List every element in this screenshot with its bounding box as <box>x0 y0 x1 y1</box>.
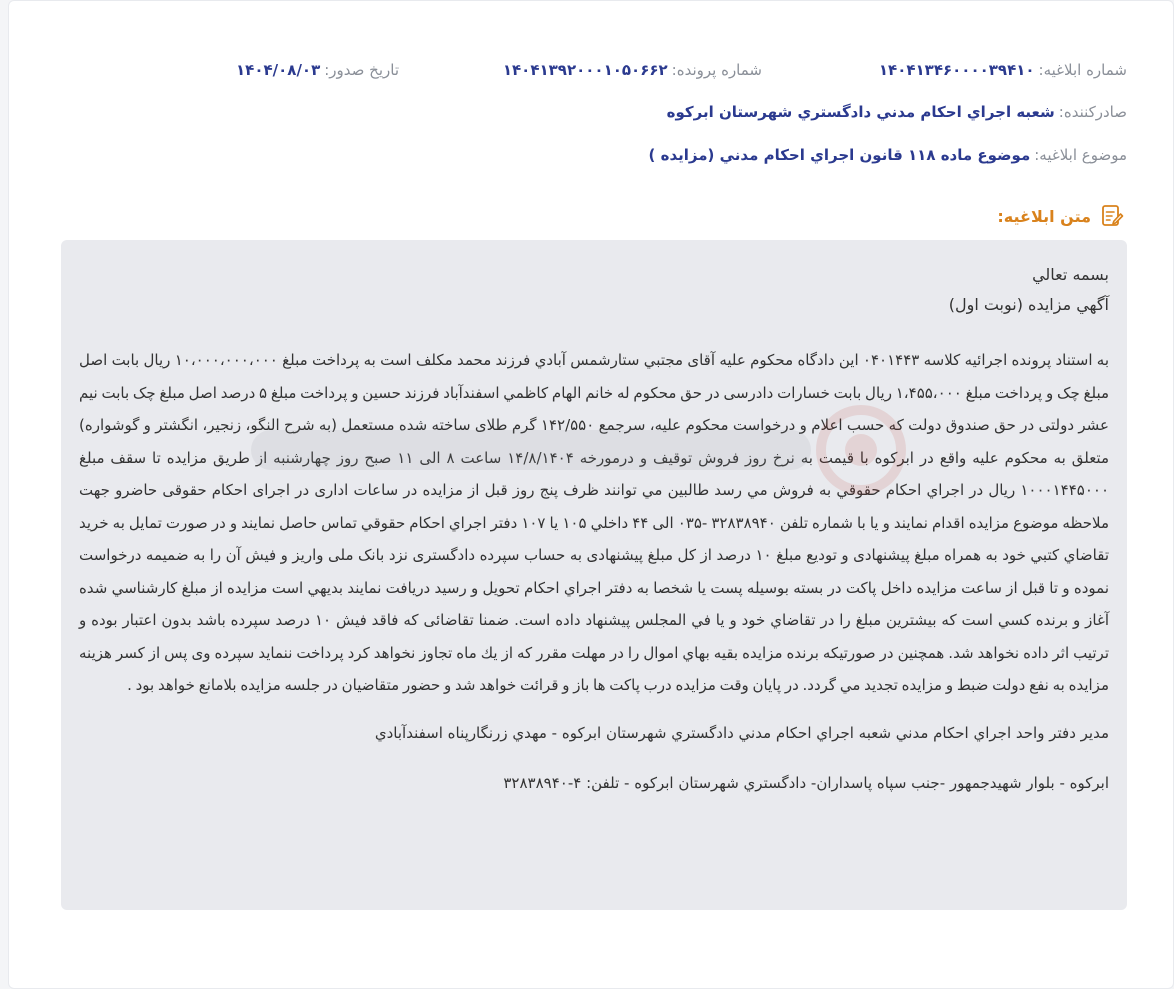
case-number-value: ۱۴۰۴۱۳۹۲۰۰۰۱۰۵۰۶۶۲ <box>502 61 668 79</box>
meta-row-issuer <box>69 98 1127 126</box>
case-number-label: شماره پرونده: <box>671 61 762 79</box>
notice-body: به استناد پرونده اجرائيه کلاسه ۰۴۰۱۴۴۳ اين دادگاه محکوم عليه آقای مجتبي ستارشمس آبادي فرزند محمد مکلف است به پرداخت مبلغ ۱۰،۰۰۰،۰۰۰،۰۰۰ ريال بابت اصل مبلغ چک و پرداخت مبلغ ۱،۴۵۵،۰۰۰ ريال بابت خسارات دادرسی در حق محکوم له خانم الهام کاظمي اسفندآباد فرزند حسين و پرداخت مبلغ ۵ درصد اصل مبلغ چک بابت نیم عشر دولتی در حق صندوق دولت که حسب اعلام و درخواست محکوم عليه، سرجمع ۱۴۲/۵۵۰ گرم طلای ساخته شده مستعمل (به شرح النگو، زنجير، انگشتر و گوشواره) متعلق به محکوم عليه واقع در ابرکوه با قيمت به نرخ روز فروش توقيف و درمورخه ۱۴/۸/۱۴۰۴ ساعت ۸ الی ۱۱ صبح روز چهارشنبه از طريق مزايده تا سقف مبلغ ۱۰۰۰۱۴۴۵۰۰۰ ريال در اجراي احکام حقوقي به فروش مي رسد طالبين مي توانند ظرف پنج روز قبل از مزايده در ساعات اداری در اجرای احکام حقوقی حاضرو جهت ملاحظه موضوع مزايده اقدام نمايند و يا با شماره تلفن ۳۲۸۳۸۹۴۰ -۰۳۵ الی ۴۴ داخلي ۱۰۵ يا ۱۰۷ دفتر اجراي احکام حقوقي تماس حاصل نمايند و در صورت تمايل به خريد تقاضاي کتبي خود به همراه مبلغ پيشنهادی و توديع مبلغ ۱۰ درصد از کل مبلغ پيشنهادی به حساب سپرده دادگستری نزد بانک ملی واريز و فيش آن را به ضميمه درخواست نموده و تا قبل از ساعت مزايده داخل پاکت در بسته بوسيله پست يا شخصا به دفتر اجراي احکام تحويل و رسيد دريافت نمايند بديهي است مزايده از مبلغ کارشناسي شده آغاز و برنده کسي است که بيشترين مبلغ را در تقاضاي خود و يا في المجلس پيشنهاد داده است. ضمنا تقاضائی که فاقد فيش ۱۰ درصد سپرده باشد بدون اعتبار بوده و ترتيب اثر داده نخواهد شد. همچنين در صورتيکه برنده مزايده بقيه بهاي اموال را در مهلت مقرر که از يك ماه تجاوز نخواهد کرد پرداخت ننمايد سپرده وی پس از کسر هزينه مزايده به نفع دولت ضبط و مزايده تجديد مي گردد. در پايان وقت مزايده درب پاکت ها باز و قرائت خواهد شد و حضور متقاضيان در جلسه مزايده بلامانع خواهد بود . <box>79 351 1110 694</box>
case-number <box>503 56 762 84</box>
notice-number-label: شماره ابلاغيه: <box>1038 61 1127 79</box>
notice-text-header <box>997 201 1125 231</box>
notice-number-value: ۱۴۰۴۱۳۴۶۰۰۰۰۳۹۴۱۰ <box>878 61 1035 79</box>
meta-row-subject <box>69 141 1127 169</box>
issue-date <box>236 56 399 84</box>
subject-label: موضوع ابلاغيه: <box>1034 146 1127 164</box>
subject-value: موضوع ماده ۱۱۸ قانون اجراي احکام مدني (مزايده ) <box>648 146 1031 164</box>
meta-row-ids <box>69 56 1127 84</box>
notice-heading-bismillah: بسمه تعالي <box>1032 265 1109 284</box>
document-pen-icon <box>1099 203 1125 229</box>
notice-text-title: متن ابلاغيه: <box>997 206 1091 226</box>
notice-signature: مدير دفتر واحد اجراي احکام مدني شعبه اجراي احکام مدني دادگستري شهرستان ابرکوه - مهدي زرنگارپناه اسفندآبادي <box>374 723 1109 742</box>
issue-date-label: تاريخ صدور: <box>324 61 399 79</box>
notice-heading-title: آگهي مزايده (نوبت اول) <box>948 295 1109 314</box>
issuer-value: شعبه اجراي احکام مدني دادگستري شهرستان ابرکوه <box>666 103 1055 121</box>
issuer-label: صادرکننده: <box>1058 103 1127 121</box>
issue-date-value: ۱۴۰۴/۰۸/۰۳ <box>236 61 321 79</box>
notice-card <box>8 0 1174 989</box>
notice-text-box <box>61 240 1127 910</box>
issuer <box>667 98 1127 126</box>
notice-address: ابرکوه - بلوار شهيدجمهور -جنب سپاه پاسداران- دادگستري شهرستان ابرکوه - تلفن: ۴-۳۲۸۳۸۹۴۰ <box>503 773 1109 792</box>
subject <box>649 141 1127 169</box>
notice-number <box>879 56 1127 84</box>
